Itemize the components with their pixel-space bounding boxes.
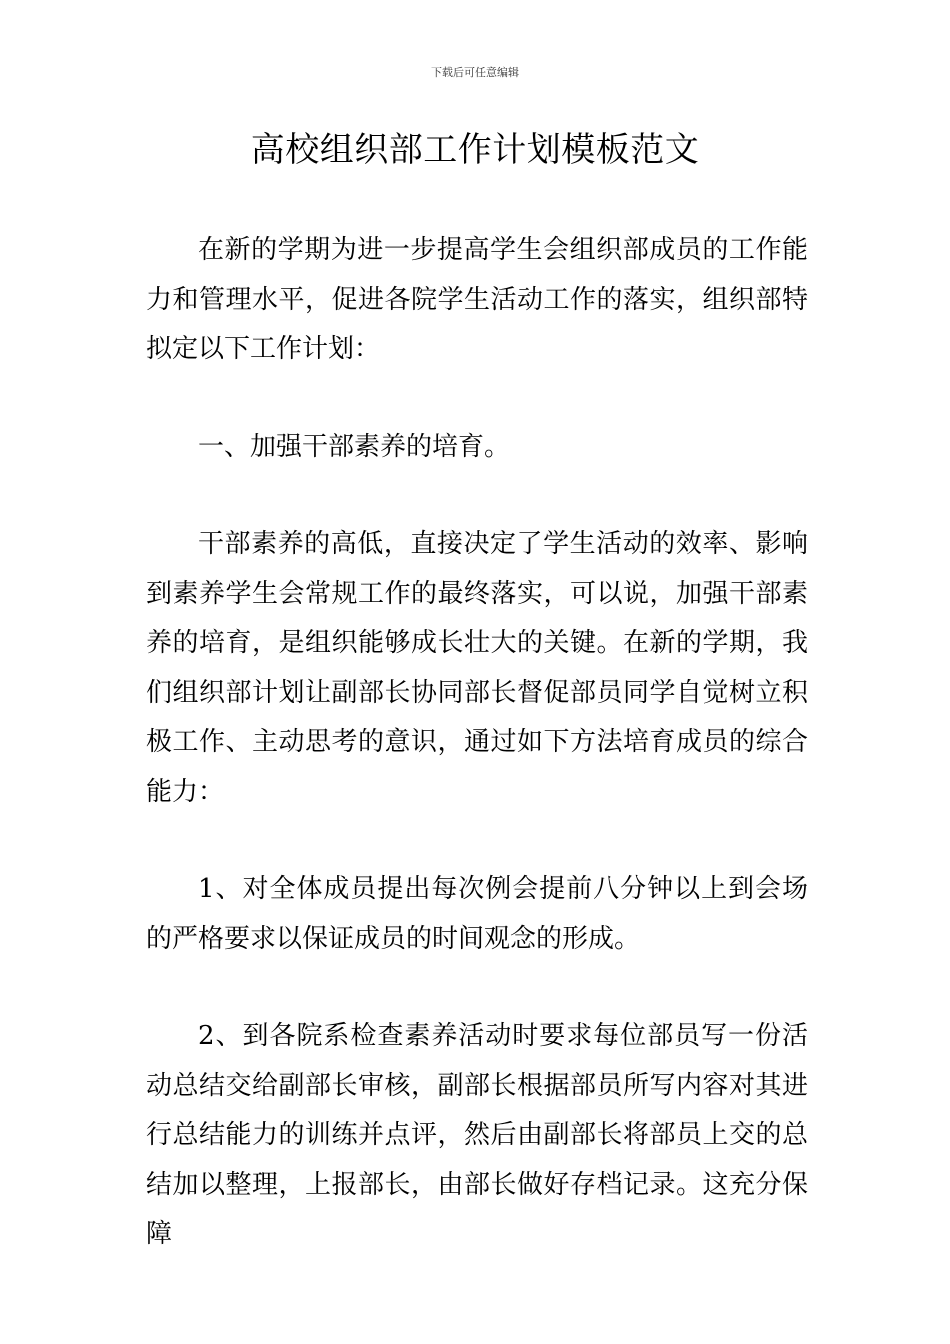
paragraph-cadre-quality: 干部素养的高低，直接决定了学生活动的效率、影响到素养学生会常规工作的最终落实，可以说，加强干部素养的培育，是组织能够成长壮大的关键。在新的学期，我们组织部计划让副部长协同部长督促部员同学自觉树立积极工作、主动思考的意识，通过如下方法培育成员的综合能力： <box>146 529 808 807</box>
paragraph-section-heading: 一、加强干部素养的培育。 <box>198 431 511 462</box>
document-title: 高校组织部工作计划模板范文 <box>250 130 700 170</box>
page-header-note: 下载后可任意编辑 <box>431 66 519 79</box>
paragraph-intro: 在新的学期为进一步提高学生会组织部成员的工作能力和管理水平，促进各院学生活动工作的落实，组织部特拟定以下工作计划： <box>146 235 808 364</box>
paragraph-item-2: 2、到各院系检查素养活动时要求每位部员写一份活动总结交给副部长审核，副部长根据部员所写内容对其进行总结能力的训练并点评，然后由副部长将部员上交的总结加以整理，上报部长，由部长做好存档记录。这充分保障 <box>146 1021 808 1249</box>
paragraph-item-1: 1、对全体成员提出每次例会提前八分钟以上到会场的严格要求以保证成员的时间观念的形成。 <box>146 874 808 954</box>
document-body <box>146 226 808 1260</box>
